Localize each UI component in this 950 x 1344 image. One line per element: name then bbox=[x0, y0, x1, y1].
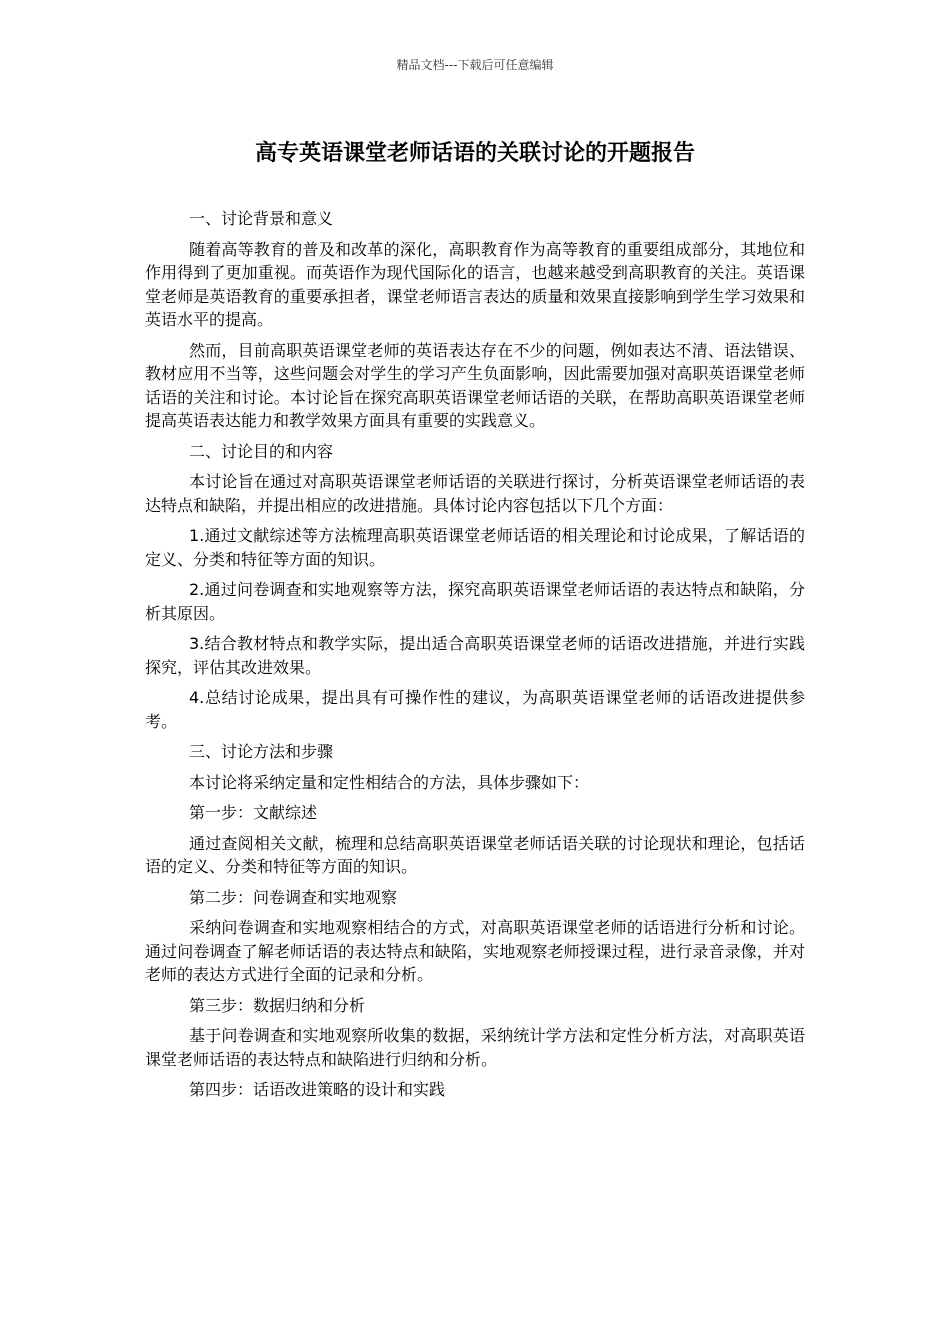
paragraph: 基于问卷调查和实地观察所收集的数据，采纳统计学方法和定性分析方法，对高职英语课堂老师话语的表达特点和缺陷进行归纳和分析。 bbox=[145, 1026, 805, 1069]
paragraph: 本讨论将采纳定量和定性相结合的方法，具体步骤如下： bbox=[189, 772, 590, 792]
section-heading-purpose: 二、讨论目的和内容 bbox=[189, 441, 334, 461]
list-item: 2.通过问卷调查和实地观察等方法，探究高职英语课堂老师话语的表达特点和缺陷，分析其原因。 bbox=[145, 580, 805, 623]
paragraph: 采纳问卷调查和实地观察相结合的方式，对高职英语课堂老师的话语进行分析和讨论。通过问卷调查了解老师话语的表达特点和缺陷，实地观察老师授课过程，进行录音录像，并对老师的表达方式进行全面的记录和分析。 bbox=[145, 918, 805, 984]
page-header-note: 精品文档---下载后可任意编辑 bbox=[396, 58, 554, 72]
section-heading-methods: 三、讨论方法和步骤 bbox=[189, 742, 334, 761]
document-body bbox=[145, 207, 805, 1109]
list-item: 3.结合教材特点和教学实际，提出适合高职英语课堂老师的话语改进措施，并进行实践探究，评估其改进效果。 bbox=[145, 634, 805, 677]
paragraph: 随着高等教育的普及和改革的深化，高职教育作为高等教育的重要组成部分，其地位和作用得到了更加重视。而英语作为现代国际化的语言，也越来越受到高职教育的关注。英语课堂老师是英语教育的重要承担者，课堂老师语言表达的质量和效果直接影响到学生学习效果和英语水平的提高。 bbox=[145, 239, 805, 329]
list-item: 4.总结讨论成果，提出具有可操作性的建议，为高职英语课堂老师的话语改进提供参考。 bbox=[145, 688, 805, 731]
paragraph: 然而，目前高职英语课堂老师的英语表达存在不少的问题，例如表达不清、语法错误、教材应用不当等，这些问题会对学生的学习产生负面影响，因此需要加强对高职英语课堂老师话语的关注和讨论。本讨论旨在探究高职英语课堂老师话语的关联，在帮助高职英语课堂老师提高英语表达能力和教学效果方面具有重要的实践意义。 bbox=[145, 340, 805, 430]
section-heading-background: 一、讨论背景和意义 bbox=[189, 209, 334, 228]
step-heading: 第四步：话语改进策略的设计和实践 bbox=[189, 1080, 446, 1099]
document-title: 高专英语课堂老师话语的关联讨论的开题报告 bbox=[254, 141, 695, 166]
step-heading: 第三步：数据归纳和分析 bbox=[189, 995, 366, 1015]
step-heading: 第二步：问卷调查和实地观察 bbox=[189, 887, 398, 907]
paragraph: 本讨论旨在通过对高职英语课堂老师话语的关联进行探讨，分析英语课堂老师话语的表达特点和缺陷，并提出相应的改进措施。具体讨论内容包括以下几个方面： bbox=[145, 472, 805, 515]
step-heading: 第一步：文献综述 bbox=[189, 803, 318, 822]
list-item: 1.通过文献综述等方法梳理高职英语课堂老师话语的相关理论和讨论成果，了解话语的定义、分类和特征等方面的知识。 bbox=[145, 526, 805, 569]
paragraph: 通过查阅相关文献，梳理和总结高职英语课堂老师话语关联的讨论现状和理论，包括话语的定义、分类和特征等方面的知识。 bbox=[145, 833, 805, 876]
